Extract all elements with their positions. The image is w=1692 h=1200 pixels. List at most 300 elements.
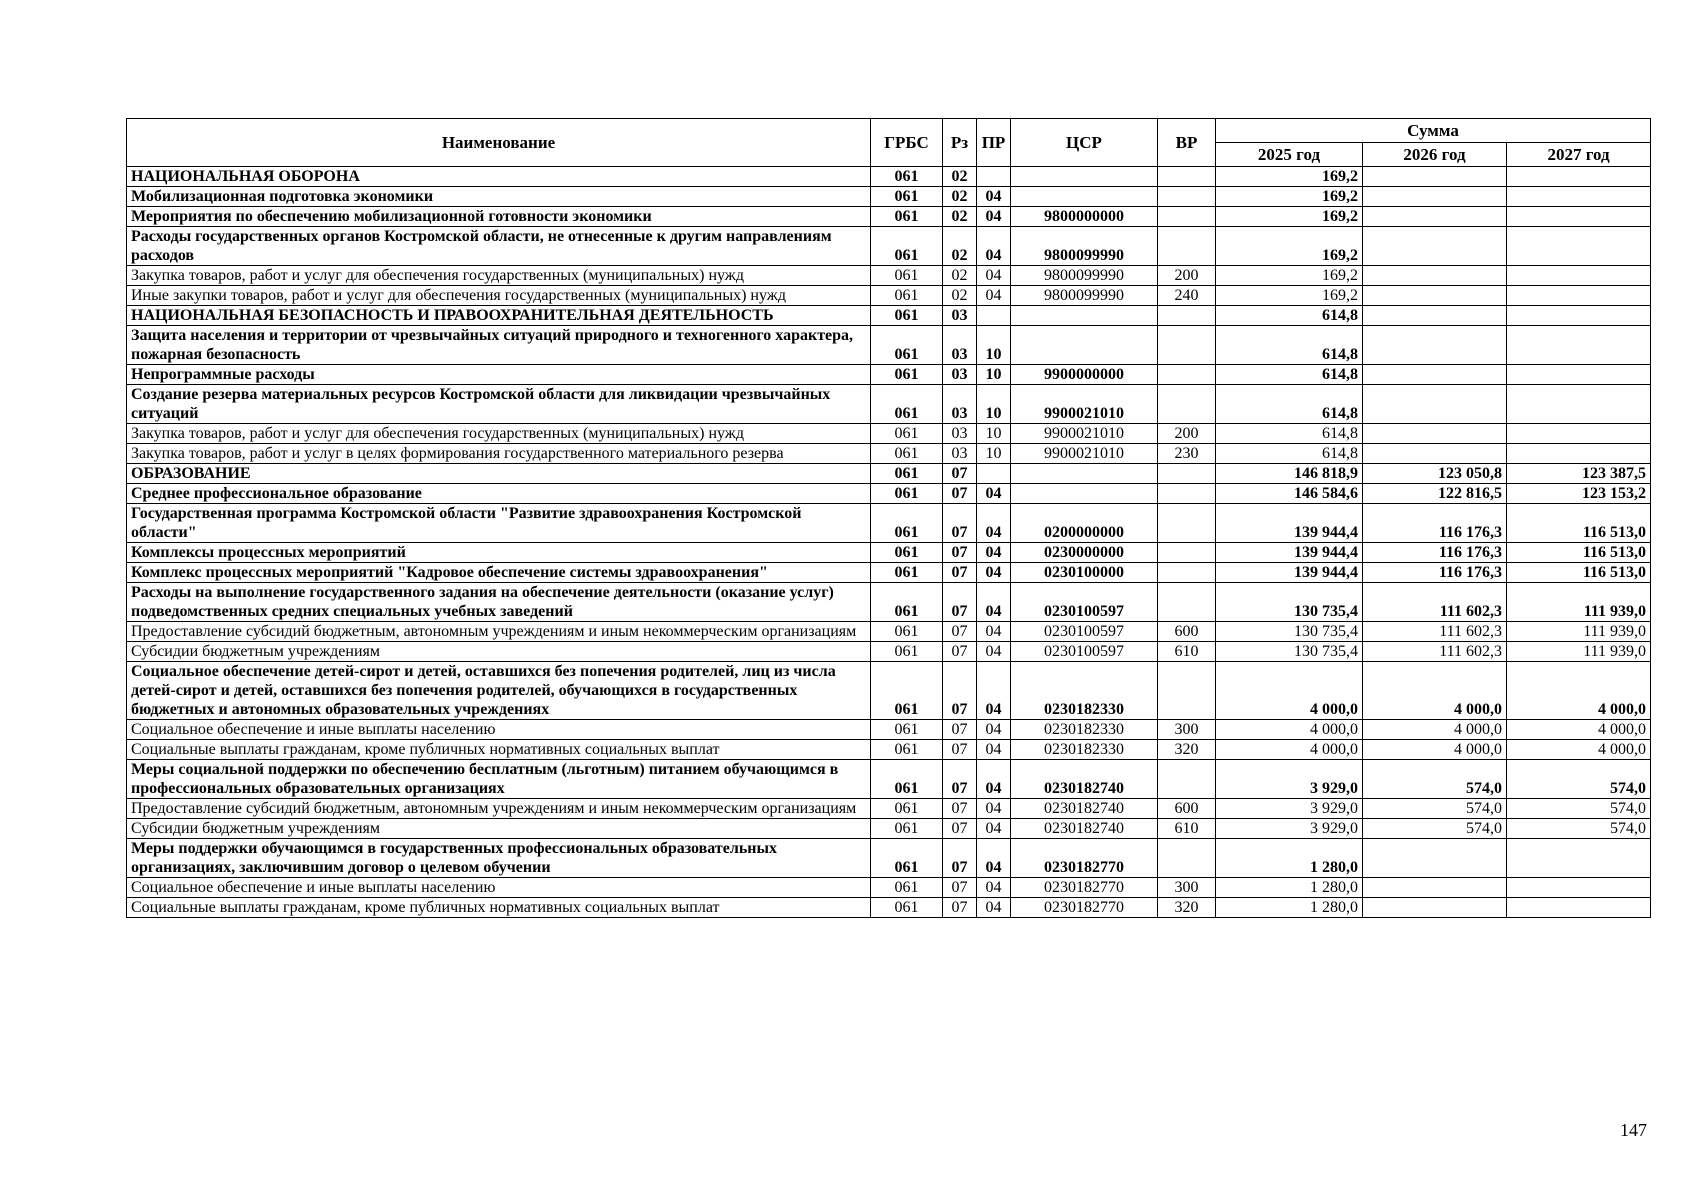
cell-2026 bbox=[1363, 424, 1507, 444]
cell-pr: 04 bbox=[977, 504, 1011, 543]
cell-vr: 320 bbox=[1158, 898, 1216, 918]
cell-rz: 07 bbox=[943, 878, 977, 898]
header-year-2026: 2026 год bbox=[1363, 143, 1507, 167]
cell-2026: 574,0 bbox=[1363, 760, 1507, 799]
cell-pr: 04 bbox=[977, 187, 1011, 207]
table-row bbox=[127, 563, 1651, 583]
cell-2025: 3 929,0 bbox=[1216, 799, 1363, 819]
table-body bbox=[127, 167, 1651, 918]
cell-2025: 614,8 bbox=[1216, 444, 1363, 464]
table-row bbox=[127, 898, 1651, 918]
cell-grbs: 061 bbox=[871, 720, 943, 740]
cell-2027 bbox=[1507, 286, 1651, 306]
header-year-2025: 2025 год bbox=[1216, 143, 1363, 167]
cell-vr bbox=[1158, 365, 1216, 385]
cell-2026 bbox=[1363, 266, 1507, 286]
cell-vr: 200 bbox=[1158, 266, 1216, 286]
cell-rz: 07 bbox=[943, 760, 977, 799]
cell-pr: 04 bbox=[977, 227, 1011, 266]
table-row bbox=[127, 720, 1651, 740]
cell-name: Закупка товаров, работ и услуг в целях формирования государственного материального резерва bbox=[127, 444, 871, 464]
cell-2025: 169,2 bbox=[1216, 187, 1363, 207]
cell-vr bbox=[1158, 543, 1216, 563]
cell-csr: 9800000000 bbox=[1011, 207, 1158, 227]
cell-2027 bbox=[1507, 385, 1651, 424]
cell-2026: 574,0 bbox=[1363, 819, 1507, 839]
cell-pr bbox=[977, 167, 1011, 187]
cell-rz: 07 bbox=[943, 819, 977, 839]
cell-2027 bbox=[1507, 167, 1651, 187]
cell-2026 bbox=[1363, 878, 1507, 898]
cell-name: Социальные выплаты гражданам, кроме публичных нормативных социальных выплат bbox=[127, 740, 871, 760]
cell-rz: 07 bbox=[943, 839, 977, 878]
cell-csr: 9800099990 bbox=[1011, 227, 1158, 266]
cell-name: Создание резерва материальных ресурсов Костромской области для ликвидации чрезвычайных ситуаций bbox=[127, 385, 871, 424]
cell-pr: 10 bbox=[977, 365, 1011, 385]
cell-2025: 169,2 bbox=[1216, 266, 1363, 286]
cell-pr: 10 bbox=[977, 424, 1011, 444]
cell-2026: 116 176,3 bbox=[1363, 543, 1507, 563]
header-name: Наименование bbox=[127, 119, 871, 167]
cell-2025: 3 929,0 bbox=[1216, 760, 1363, 799]
cell-2025: 139 944,4 bbox=[1216, 504, 1363, 543]
cell-grbs: 061 bbox=[871, 286, 943, 306]
cell-pr: 04 bbox=[977, 799, 1011, 819]
cell-rz: 07 bbox=[943, 642, 977, 662]
cell-2025: 1 280,0 bbox=[1216, 898, 1363, 918]
cell-2025: 1 280,0 bbox=[1216, 878, 1363, 898]
cell-rz: 02 bbox=[943, 286, 977, 306]
cell-grbs: 061 bbox=[871, 444, 943, 464]
cell-2025: 3 929,0 bbox=[1216, 819, 1363, 839]
cell-name: Иные закупки товаров, работ и услуг для обеспечения государственных (муниципальных) нужд bbox=[127, 286, 871, 306]
table-row bbox=[127, 464, 1651, 484]
cell-csr: 0230182740 bbox=[1011, 799, 1158, 819]
cell-grbs: 061 bbox=[871, 504, 943, 543]
cell-name: Социальное обеспечение детей-сирот и детей, оставшихся без попечения родителей, лиц из числа детей-сирот и детей, оставшихся без попечения родителей, обучающихся в государственных бюджетных и автономных образовательных учреждениях bbox=[127, 662, 871, 720]
cell-name: Социальные выплаты гражданам, кроме публичных нормативных социальных выплат bbox=[127, 898, 871, 918]
cell-2025: 614,8 bbox=[1216, 365, 1363, 385]
cell-vr: 240 bbox=[1158, 286, 1216, 306]
cell-grbs: 061 bbox=[871, 543, 943, 563]
cell-vr bbox=[1158, 504, 1216, 543]
cell-grbs: 061 bbox=[871, 326, 943, 365]
cell-2026: 4 000,0 bbox=[1363, 662, 1507, 720]
cell-pr: 04 bbox=[977, 543, 1011, 563]
cell-2027 bbox=[1507, 898, 1651, 918]
cell-pr bbox=[977, 464, 1011, 484]
cell-csr: 9800099990 bbox=[1011, 266, 1158, 286]
cell-grbs: 061 bbox=[871, 484, 943, 504]
cell-grbs: 061 bbox=[871, 266, 943, 286]
cell-2026: 574,0 bbox=[1363, 799, 1507, 819]
table-row bbox=[127, 266, 1651, 286]
cell-pr: 04 bbox=[977, 642, 1011, 662]
cell-name: Защита населения и территории от чрезвычайных ситуаций природного и техногенного характера, пожарная безопасность bbox=[127, 326, 871, 365]
cell-vr: 300 bbox=[1158, 878, 1216, 898]
cell-rz: 03 bbox=[943, 365, 977, 385]
cell-vr bbox=[1158, 760, 1216, 799]
cell-pr bbox=[977, 306, 1011, 326]
cell-name: Субсидии бюджетным учреждениям bbox=[127, 819, 871, 839]
table-row bbox=[127, 167, 1651, 187]
cell-csr: 0230000000 bbox=[1011, 543, 1158, 563]
cell-pr: 04 bbox=[977, 266, 1011, 286]
cell-2026: 116 176,3 bbox=[1363, 504, 1507, 543]
cell-2027: 4 000,0 bbox=[1507, 720, 1651, 740]
cell-vr: 300 bbox=[1158, 720, 1216, 740]
cell-csr: 0230182770 bbox=[1011, 878, 1158, 898]
cell-2025: 169,2 bbox=[1216, 167, 1363, 187]
cell-vr: 610 bbox=[1158, 819, 1216, 839]
header-pr: ПР bbox=[977, 119, 1011, 167]
cell-vr bbox=[1158, 227, 1216, 266]
cell-2025: 614,8 bbox=[1216, 385, 1363, 424]
cell-vr bbox=[1158, 167, 1216, 187]
cell-pr: 04 bbox=[977, 207, 1011, 227]
cell-vr bbox=[1158, 385, 1216, 424]
cell-csr: 0230182330 bbox=[1011, 720, 1158, 740]
table-header bbox=[127, 119, 1651, 167]
cell-2026: 111 602,3 bbox=[1363, 622, 1507, 642]
cell-2027: 123 387,5 bbox=[1507, 464, 1651, 484]
table-row bbox=[127, 326, 1651, 365]
cell-csr: 0230182330 bbox=[1011, 740, 1158, 760]
cell-rz: 03 bbox=[943, 385, 977, 424]
cell-name: Меры социальной поддержки по обеспечению бесплатным (льготным) питанием обучающимся в профессиональных образовательных организациях bbox=[127, 760, 871, 799]
header-vr: ВР bbox=[1158, 119, 1216, 167]
header-csr: ЦСР bbox=[1011, 119, 1158, 167]
cell-grbs: 061 bbox=[871, 385, 943, 424]
cell-2027 bbox=[1507, 444, 1651, 464]
cell-2027: 4 000,0 bbox=[1507, 740, 1651, 760]
table-row bbox=[127, 365, 1651, 385]
cell-pr: 04 bbox=[977, 760, 1011, 799]
cell-name: Комплекс процессных мероприятий "Кадровое обеспечение системы здравоохранения" bbox=[127, 563, 871, 583]
cell-2027: 574,0 bbox=[1507, 819, 1651, 839]
cell-name: Субсидии бюджетным учреждениям bbox=[127, 642, 871, 662]
cell-pr: 10 bbox=[977, 385, 1011, 424]
cell-2025: 169,2 bbox=[1216, 207, 1363, 227]
cell-csr: 0230182740 bbox=[1011, 760, 1158, 799]
cell-name: Мероприятия по обеспечению мобилизационной готовности экономики bbox=[127, 207, 871, 227]
cell-name: Закупка товаров, работ и услуг для обеспечения государственных (муниципальных) нужд bbox=[127, 424, 871, 444]
cell-csr: 0230100597 bbox=[1011, 642, 1158, 662]
header-grbs: ГРБС bbox=[871, 119, 943, 167]
cell-rz: 03 bbox=[943, 444, 977, 464]
table-row bbox=[127, 543, 1651, 563]
cell-vr bbox=[1158, 306, 1216, 326]
cell-2026: 123 050,8 bbox=[1363, 464, 1507, 484]
cell-grbs: 061 bbox=[871, 799, 943, 819]
table-row bbox=[127, 740, 1651, 760]
cell-2027: 111 939,0 bbox=[1507, 622, 1651, 642]
cell-name: Непрограммные расходы bbox=[127, 365, 871, 385]
cell-csr: 0230100597 bbox=[1011, 583, 1158, 622]
cell-rz: 07 bbox=[943, 662, 977, 720]
cell-2025: 139 944,4 bbox=[1216, 543, 1363, 563]
cell-name: ОБРАЗОВАНИЕ bbox=[127, 464, 871, 484]
table-row bbox=[127, 187, 1651, 207]
cell-grbs: 061 bbox=[871, 365, 943, 385]
cell-vr: 600 bbox=[1158, 799, 1216, 819]
cell-grbs: 061 bbox=[871, 819, 943, 839]
cell-grbs: 061 bbox=[871, 878, 943, 898]
cell-2027: 116 513,0 bbox=[1507, 563, 1651, 583]
cell-grbs: 061 bbox=[871, 464, 943, 484]
cell-name: НАЦИОНАЛЬНАЯ ОБОРОНА bbox=[127, 167, 871, 187]
cell-2027 bbox=[1507, 266, 1651, 286]
cell-rz: 07 bbox=[943, 504, 977, 543]
cell-vr: 610 bbox=[1158, 642, 1216, 662]
table-row bbox=[127, 227, 1651, 266]
cell-name: Государственная программа Костромской области "Развитие здравоохранения Костромской области" bbox=[127, 504, 871, 543]
cell-csr bbox=[1011, 464, 1158, 484]
cell-2026 bbox=[1363, 187, 1507, 207]
cell-pr: 04 bbox=[977, 878, 1011, 898]
cell-2026 bbox=[1363, 365, 1507, 385]
cell-grbs: 061 bbox=[871, 207, 943, 227]
cell-pr: 04 bbox=[977, 839, 1011, 878]
cell-rz: 07 bbox=[943, 563, 977, 583]
cell-csr: 9900021010 bbox=[1011, 385, 1158, 424]
cell-pr: 04 bbox=[977, 583, 1011, 622]
cell-rz: 02 bbox=[943, 207, 977, 227]
cell-2025: 614,8 bbox=[1216, 424, 1363, 444]
cell-pr: 10 bbox=[977, 444, 1011, 464]
table-row bbox=[127, 819, 1651, 839]
cell-2027 bbox=[1507, 207, 1651, 227]
cell-rz: 07 bbox=[943, 799, 977, 819]
cell-pr: 04 bbox=[977, 622, 1011, 642]
cell-rz: 02 bbox=[943, 266, 977, 286]
cell-vr bbox=[1158, 464, 1216, 484]
cell-pr: 04 bbox=[977, 898, 1011, 918]
cell-2025: 614,8 bbox=[1216, 306, 1363, 326]
cell-2026 bbox=[1363, 286, 1507, 306]
cell-2025: 130 735,4 bbox=[1216, 642, 1363, 662]
page-number: 147 bbox=[1620, 1120, 1647, 1140]
cell-rz: 07 bbox=[943, 740, 977, 760]
cell-2025: 169,2 bbox=[1216, 227, 1363, 266]
cell-name: Закупка товаров, работ и услуг для обеспечения государственных (муниципальных) нужд bbox=[127, 266, 871, 286]
cell-2027 bbox=[1507, 326, 1651, 365]
table-row bbox=[127, 799, 1651, 819]
cell-csr: 9900021010 bbox=[1011, 424, 1158, 444]
cell-vr bbox=[1158, 583, 1216, 622]
cell-2027 bbox=[1507, 306, 1651, 326]
cell-2026: 4 000,0 bbox=[1363, 720, 1507, 740]
cell-2027 bbox=[1507, 839, 1651, 878]
table-row bbox=[127, 583, 1651, 622]
table-row bbox=[127, 286, 1651, 306]
cell-name: Предоставление субсидий бюджетным, автономным учреждениям и иным некоммерческим организациям bbox=[127, 622, 871, 642]
cell-2027: 123 153,2 bbox=[1507, 484, 1651, 504]
header-rz: Рз bbox=[943, 119, 977, 167]
cell-csr bbox=[1011, 167, 1158, 187]
cell-2026: 122 816,5 bbox=[1363, 484, 1507, 504]
cell-2025: 130 735,4 bbox=[1216, 583, 1363, 622]
cell-vr: 320 bbox=[1158, 740, 1216, 760]
cell-vr: 230 bbox=[1158, 444, 1216, 464]
cell-grbs: 061 bbox=[871, 167, 943, 187]
table-row bbox=[127, 662, 1651, 720]
cell-pr: 04 bbox=[977, 286, 1011, 306]
cell-2026 bbox=[1363, 326, 1507, 365]
header-year-2027: 2027 год bbox=[1507, 143, 1651, 167]
cell-2025: 146 818,9 bbox=[1216, 464, 1363, 484]
cell-grbs: 061 bbox=[871, 424, 943, 444]
cell-rz: 07 bbox=[943, 543, 977, 563]
cell-rz: 07 bbox=[943, 583, 977, 622]
table-row bbox=[127, 504, 1651, 543]
cell-csr: 0230100597 bbox=[1011, 622, 1158, 642]
cell-pr: 10 bbox=[977, 326, 1011, 365]
cell-csr: 0230182330 bbox=[1011, 662, 1158, 720]
cell-2027 bbox=[1507, 187, 1651, 207]
cell-rz: 03 bbox=[943, 326, 977, 365]
cell-2025: 169,2 bbox=[1216, 286, 1363, 306]
cell-vr bbox=[1158, 326, 1216, 365]
cell-csr: 0230182770 bbox=[1011, 839, 1158, 878]
cell-grbs: 061 bbox=[871, 760, 943, 799]
cell-2025: 130 735,4 bbox=[1216, 622, 1363, 642]
cell-grbs: 061 bbox=[871, 583, 943, 622]
cell-2027 bbox=[1507, 424, 1651, 444]
cell-2027: 574,0 bbox=[1507, 799, 1651, 819]
cell-2027 bbox=[1507, 365, 1651, 385]
cell-pr: 04 bbox=[977, 662, 1011, 720]
cell-vr: 200 bbox=[1158, 424, 1216, 444]
cell-2026: 111 602,3 bbox=[1363, 583, 1507, 622]
table-row bbox=[127, 306, 1651, 326]
cell-name: Мобилизационная подготовка экономики bbox=[127, 187, 871, 207]
cell-2027: 574,0 bbox=[1507, 760, 1651, 799]
cell-csr: 0200000000 bbox=[1011, 504, 1158, 543]
cell-2026 bbox=[1363, 227, 1507, 266]
cell-csr: 9800099990 bbox=[1011, 286, 1158, 306]
cell-2027 bbox=[1507, 227, 1651, 266]
cell-2026 bbox=[1363, 839, 1507, 878]
table-row bbox=[127, 878, 1651, 898]
cell-2026 bbox=[1363, 306, 1507, 326]
cell-2026 bbox=[1363, 444, 1507, 464]
table-row bbox=[127, 207, 1651, 227]
table-row bbox=[127, 424, 1651, 444]
cell-2026 bbox=[1363, 385, 1507, 424]
cell-name: НАЦИОНАЛЬНАЯ БЕЗОПАСНОСТЬ И ПРАВООХРАНИТЕЛЬНАЯ ДЕЯТЕЛЬНОСТЬ bbox=[127, 306, 871, 326]
cell-pr: 04 bbox=[977, 819, 1011, 839]
cell-rz: 03 bbox=[943, 306, 977, 326]
cell-2025: 139 944,4 bbox=[1216, 563, 1363, 583]
table-row bbox=[127, 444, 1651, 464]
cell-name: Социальное обеспечение и иные выплаты населению bbox=[127, 878, 871, 898]
cell-2026 bbox=[1363, 207, 1507, 227]
cell-2025: 614,8 bbox=[1216, 326, 1363, 365]
cell-2025: 1 280,0 bbox=[1216, 839, 1363, 878]
cell-csr: 0230182770 bbox=[1011, 898, 1158, 918]
cell-name: Расходы государственных органов Костромской области, не отнесенные к другим направлениям расходов bbox=[127, 227, 871, 266]
cell-csr: 0230100000 bbox=[1011, 563, 1158, 583]
cell-pr: 04 bbox=[977, 740, 1011, 760]
table-row bbox=[127, 839, 1651, 878]
table-row bbox=[127, 385, 1651, 424]
cell-csr: 9900021010 bbox=[1011, 444, 1158, 464]
cell-csr: 0230182740 bbox=[1011, 819, 1158, 839]
cell-pr: 04 bbox=[977, 484, 1011, 504]
cell-rz: 02 bbox=[943, 167, 977, 187]
cell-rz: 03 bbox=[943, 424, 977, 444]
cell-2026 bbox=[1363, 898, 1507, 918]
cell-name: Среднее профессиональное образование bbox=[127, 484, 871, 504]
cell-2027: 111 939,0 bbox=[1507, 642, 1651, 662]
cell-2027: 116 513,0 bbox=[1507, 543, 1651, 563]
cell-2025: 4 000,0 bbox=[1216, 740, 1363, 760]
table-row bbox=[127, 484, 1651, 504]
cell-grbs: 061 bbox=[871, 187, 943, 207]
cell-2027: 4 000,0 bbox=[1507, 662, 1651, 720]
header-sum: Сумма bbox=[1216, 119, 1651, 143]
cell-pr: 04 bbox=[977, 563, 1011, 583]
cell-grbs: 061 bbox=[871, 662, 943, 720]
cell-2027: 111 939,0 bbox=[1507, 583, 1651, 622]
cell-grbs: 061 bbox=[871, 642, 943, 662]
cell-rz: 02 bbox=[943, 187, 977, 207]
cell-2026: 4 000,0 bbox=[1363, 740, 1507, 760]
cell-rz: 07 bbox=[943, 720, 977, 740]
table-row bbox=[127, 622, 1651, 642]
cell-2027: 116 513,0 bbox=[1507, 504, 1651, 543]
cell-2025: 4 000,0 bbox=[1216, 720, 1363, 740]
cell-rz: 02 bbox=[943, 227, 977, 266]
cell-grbs: 061 bbox=[871, 622, 943, 642]
cell-csr bbox=[1011, 484, 1158, 504]
cell-rz: 07 bbox=[943, 484, 977, 504]
cell-csr: 9900000000 bbox=[1011, 365, 1158, 385]
cell-name: Комплексы процессных мероприятий bbox=[127, 543, 871, 563]
cell-grbs: 061 bbox=[871, 227, 943, 266]
cell-2027 bbox=[1507, 878, 1651, 898]
table-row bbox=[127, 760, 1651, 799]
cell-pr: 04 bbox=[977, 720, 1011, 740]
cell-vr bbox=[1158, 662, 1216, 720]
cell-name: Предоставление субсидий бюджетным, автономным учреждениям и иным некоммерческим организациям bbox=[127, 799, 871, 819]
cell-2026: 111 602,3 bbox=[1363, 642, 1507, 662]
cell-rz: 07 bbox=[943, 464, 977, 484]
cell-csr bbox=[1011, 326, 1158, 365]
cell-name: Расходы на выполнение государственного задания на обеспечение деятельности (оказание услуг) подведомственных средних специальных учебных заведений bbox=[127, 583, 871, 622]
cell-vr: 600 bbox=[1158, 622, 1216, 642]
cell-grbs: 061 bbox=[871, 898, 943, 918]
cell-rz: 07 bbox=[943, 622, 977, 642]
budget-table bbox=[126, 118, 1651, 918]
cell-rz: 07 bbox=[943, 898, 977, 918]
cell-2026 bbox=[1363, 167, 1507, 187]
cell-vr bbox=[1158, 207, 1216, 227]
cell-2025: 146 584,6 bbox=[1216, 484, 1363, 504]
cell-name: Социальное обеспечение и иные выплаты населению bbox=[127, 720, 871, 740]
cell-vr bbox=[1158, 484, 1216, 504]
cell-grbs: 061 bbox=[871, 839, 943, 878]
cell-vr bbox=[1158, 187, 1216, 207]
cell-name: Меры поддержки обучающимся в государственных профессиональных образовательных организациях, заключившим договор о целевом обучении bbox=[127, 839, 871, 878]
cell-2025: 4 000,0 bbox=[1216, 662, 1363, 720]
cell-grbs: 061 bbox=[871, 306, 943, 326]
table-row bbox=[127, 642, 1651, 662]
cell-grbs: 061 bbox=[871, 563, 943, 583]
cell-vr bbox=[1158, 563, 1216, 583]
cell-vr bbox=[1158, 839, 1216, 878]
